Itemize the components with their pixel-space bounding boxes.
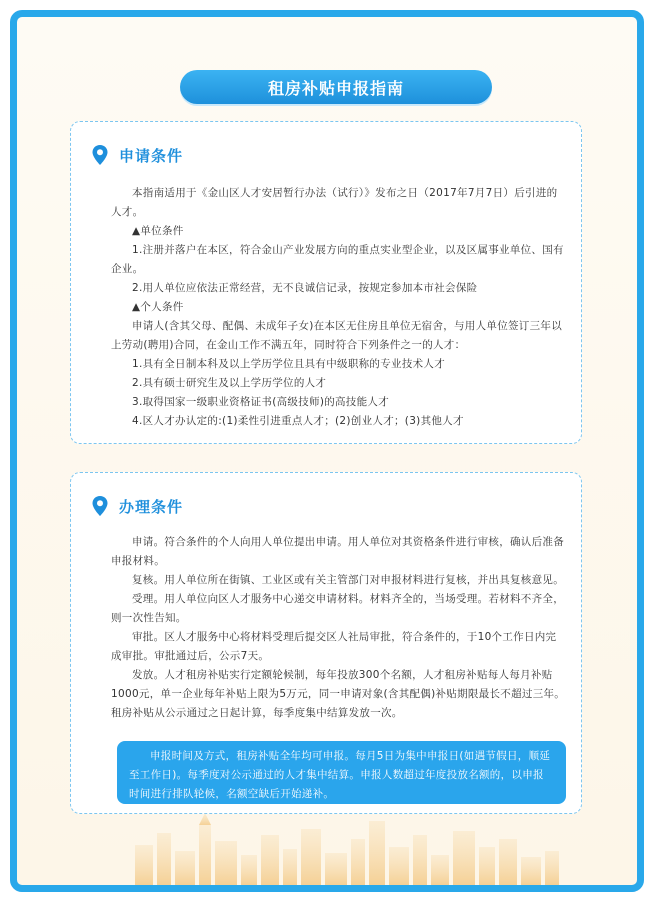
page-title: 租房补贴申报指南 (180, 70, 492, 104)
paragraph: 2.用人单位应依法正常经营，无不良诚信记录，按规定参加本市社会保险 (132, 282, 478, 294)
section-body (111, 184, 566, 431)
paragraph: 受理。用人单位向区人才服务中心递交申请材料。材料齐全的，当场受理。若材料不齐全，则一次性告知。 (111, 593, 564, 624)
section-processing-conditions (70, 472, 582, 814)
paragraph: 4.区人才办认定的:(1)柔性引进重点人才；(2)创业人才；(3)其他人才 (132, 415, 464, 427)
paragraph: ▲个人条件 (132, 301, 184, 313)
page-frame (10, 10, 644, 892)
notice-text: 申报时间及方式，租房补贴全年均可申报。每月5日为集中申报日(如遇节假日，顺延至工作日)。每季度对公示通过的人才集中结算。申报人数超过年度投放名额的，以申报时间进行排队轮候，名额空缺后开始递补。 (129, 750, 551, 800)
paragraph: 申请。符合条件的个人向用人单位提出申请。用人单位对其资格条件进行审核，确认后准备申报材料。 (111, 536, 564, 567)
section-application-conditions (70, 121, 582, 444)
location-pin-icon (91, 495, 109, 517)
location-pin-icon (91, 144, 109, 166)
section-header (91, 495, 183, 517)
section-body (111, 533, 566, 723)
city-skyline-decoration (17, 795, 637, 885)
paragraph: 本指南适用于《金山区人才安居暂行办法（试行）》发布之日（2017年7月7日）后引进的人才。 (111, 187, 558, 218)
section-title: 办理条件 (119, 497, 184, 516)
paragraph: 申请人(含其父母、配偶、未成年子女)在本区无住房且单位无宿舍，与用人单位签订三年以上劳动(聘用)合同，在金山工作不满五年，同时符合下列条件之一的人才： (111, 320, 562, 351)
paragraph: 1.注册并落户在本区，符合金山产业发展方向的重点实业型企业，以及区属事业单位、国有企业。 (111, 244, 564, 275)
paragraph: 3.取得国家一级职业资格证书(高级技师)的高技能人才 (132, 396, 390, 408)
paragraph: 2.具有硕士研究生及以上学历学位的人才 (132, 377, 327, 389)
paragraph: 审批。区人才服务中心将材料受理后提交区人社局审批，符合条件的，于10个工作日内完成审批。审批通过后，公示7天。 (111, 631, 557, 662)
section-header (91, 144, 183, 166)
paragraph: 复核。用人单位所在街镇、工业区或有关主管部门对申报材料进行复核，并出具复核意见。 (132, 574, 564, 586)
paragraph: 1.具有全日制本科及以上学历学位且具有中级职称的专业技术人才 (132, 358, 446, 370)
paragraph: 发放。人才租房补贴实行定额轮候制，每年投放300个名额，人才租房补贴每人每月补贴1000元，单一企业每年补贴上限为5万元，同一申请对象(含其配偶)补贴期限最长不超过三年。租房补贴从公示通过之日起计算，每季度集中结算发放一次。 (111, 669, 566, 719)
section-title: 申请条件 (119, 146, 184, 165)
paragraph: ▲单位条件 (132, 225, 184, 237)
